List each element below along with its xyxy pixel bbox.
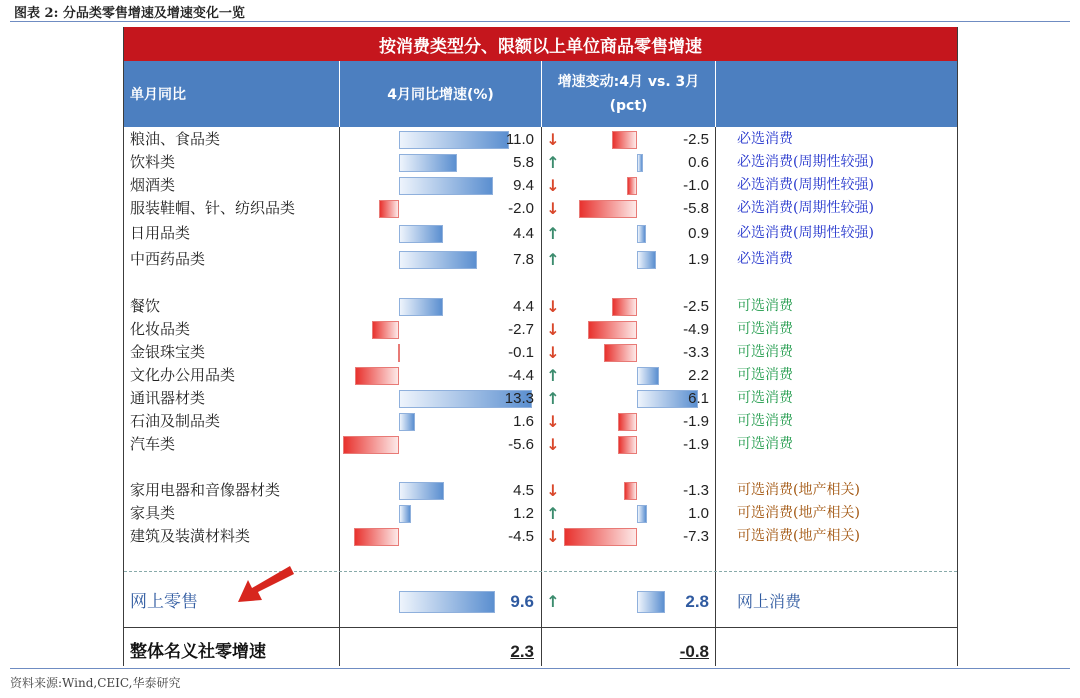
table-row [124,433,957,456]
change-bar [618,413,637,431]
yoy-value: -2.0 [508,200,534,217]
consumption-type: 必选消费 [737,131,793,147]
table-row [124,364,957,387]
header-change: 增速变动:4月 vs. 3月(pct) [542,61,715,127]
total-row [124,639,957,665]
row-name: 家用电器和音像器材类 [130,481,281,499]
change-value: -2.5 [683,298,709,315]
row-name: 化妆品类 [130,320,191,338]
yoy-bar [399,482,444,500]
change-bar [618,436,637,454]
up-arrow-icon: ↑ [546,153,560,172]
yoy-bar [399,225,443,243]
change-bar [612,131,637,149]
table-row [124,151,957,174]
row-name: 中西药品类 [130,250,206,268]
down-arrow-icon: ↓ [546,320,560,339]
table-row [124,222,957,245]
header-type [716,61,957,127]
down-arrow-icon: ↓ [546,176,560,195]
table-row [124,410,957,433]
yoy-value: 1.6 [513,413,534,430]
down-arrow-icon: ↓ [546,343,560,362]
change-value: -1.9 [683,436,709,453]
change-bar [588,321,637,339]
table-row [124,295,957,318]
change-bar [612,298,637,316]
row-name: 网上零售 [130,592,198,612]
down-arrow-icon: ↓ [546,527,560,546]
change-value: -4.9 [683,321,709,338]
row-name: 服装鞋帽、针、纺织品类 [130,199,296,217]
table-row [124,128,957,151]
table-row [124,248,957,271]
yoy-value: 4.5 [513,482,534,499]
row-name: 家具类 [130,504,176,522]
change-value: 1.0 [688,505,709,522]
up-arrow-icon: ↑ [546,592,560,611]
row-name: 汽车类 [130,435,176,453]
yoy-value: 2.3 [510,642,534,661]
row-name: 饮料类 [130,153,176,171]
table-row [124,387,957,410]
source-rule [10,668,1070,669]
source-note: 资料来源:Wind,CEIC,华泰研究 [10,676,181,690]
consumption-type: 必选消费(周期性较强) [737,225,874,241]
down-arrow-icon: ↓ [546,199,560,218]
yoy-bar [399,505,411,523]
change-value: -1.0 [683,177,709,194]
row-name: 日用品类 [130,224,191,242]
change-value: -2.5 [683,131,709,148]
change-bar [627,177,637,195]
down-arrow-icon: ↓ [546,297,560,316]
header-yoy: 4月同比增速(%) [340,61,541,127]
yoy-bar [399,154,457,172]
yoy-value: -5.6 [508,436,534,453]
yoy-value: 5.8 [513,154,534,171]
yoy-value: -4.4 [508,367,534,384]
table-row [124,502,957,525]
yoy-bar [343,436,399,454]
row-name: 石油及制品类 [130,412,221,430]
row-name: 文化办公用品类 [130,366,236,384]
yoy-bar [399,413,415,431]
yoy-bar [379,200,399,218]
yoy-value: 9.6 [510,592,534,611]
down-arrow-icon: ↓ [546,412,560,431]
up-arrow-icon: ↑ [546,366,560,385]
yoy-value: 13.3 [504,390,534,407]
change-value: -1.3 [683,482,709,499]
yoy-value: -4.5 [508,528,534,545]
growth-table [123,27,958,666]
yoy-bar [355,367,399,385]
row-name: 通讯器材类 [130,389,206,407]
up-arrow-icon: ↑ [546,389,560,408]
consumption-type: 必选消费(周期性较强) [737,177,874,193]
up-arrow-icon: ↑ [546,224,560,243]
change-value: 0.9 [688,225,709,242]
consumption-type: 网上消费 [737,592,802,611]
consumption-type: 可选消费 [737,367,793,383]
table-row [124,341,957,364]
consumption-type: 可选消费 [737,390,793,406]
change-value: -5.8 [683,200,709,217]
table-row [124,197,957,220]
yoy-bar [399,298,443,316]
change-value: -3.3 [683,344,709,361]
change-value: -7.3 [683,528,709,545]
consumption-type: 可选消费(地产相关) [737,528,860,544]
consumption-type: 必选消费(周期性较强) [737,154,874,170]
consumption-type: 可选消费 [737,413,793,429]
consumption-type: 必选消费 [737,251,793,267]
yoy-value: -0.1 [508,344,534,361]
change-value: 6.1 [688,390,709,407]
change-bar [604,344,637,362]
up-arrow-icon: ↑ [546,504,560,523]
change-bar [564,528,637,546]
yoy-value: 4.4 [513,298,534,315]
yoy-bar [398,344,400,362]
table-row [124,479,957,502]
up-arrow-icon: ↑ [546,250,560,269]
yoy-value: 4.4 [513,225,534,242]
row-name: 金银珠宝类 [130,343,206,361]
down-arrow-icon: ↓ [546,481,560,500]
consumption-type: 可选消费 [737,436,793,452]
consumption-type: 可选消费(地产相关) [737,505,860,521]
change-value: 1.9 [688,251,709,268]
consumption-type: 必选消费(周期性较强) [737,200,874,216]
yoy-bar [354,528,399,546]
change-bar [579,200,637,218]
title-rule [10,21,1070,22]
yoy-bar [372,321,399,339]
yoy-value: 7.8 [513,251,534,268]
consumption-type: 可选消费 [737,298,793,314]
row-name: 整体名义社零增速 [130,642,266,662]
down-arrow-icon: ↓ [546,130,560,149]
header-category: 单月同比 [124,61,339,127]
down-arrow-icon: ↓ [546,435,560,454]
consumption-type: 可选消费 [737,321,793,337]
change-bar [624,482,637,500]
row-name: 粮油、食品类 [130,130,221,148]
change-value: -0.8 [679,642,709,661]
table-row [124,525,957,548]
change-value: -1.9 [683,413,709,430]
table-row [124,318,957,341]
yoy-value: 9.4 [513,177,534,194]
online-row [124,589,957,615]
row-name: 烟酒类 [130,176,176,194]
consumption-type: 可选消费 [737,344,793,360]
yoy-value: -2.7 [508,321,534,338]
row-name: 建筑及装潢材料类 [130,527,251,545]
row-name: 餐饮 [130,297,161,315]
change-value: 0.6 [688,154,709,171]
change-value: 2.8 [685,592,709,611]
yoy-value: 1.2 [513,505,534,522]
total-divider [124,627,957,628]
table-row [124,174,957,197]
change-value: 2.2 [688,367,709,384]
yoy-value: 11.0 [505,131,534,148]
consumption-type: 可选消费(地产相关) [737,482,860,498]
figure-title: 图表 2: 分品类零售增速及增速变化一览 [14,6,245,21]
table-banner: 按消费类型分、限额以上单位商品零售增速 [124,27,957,61]
